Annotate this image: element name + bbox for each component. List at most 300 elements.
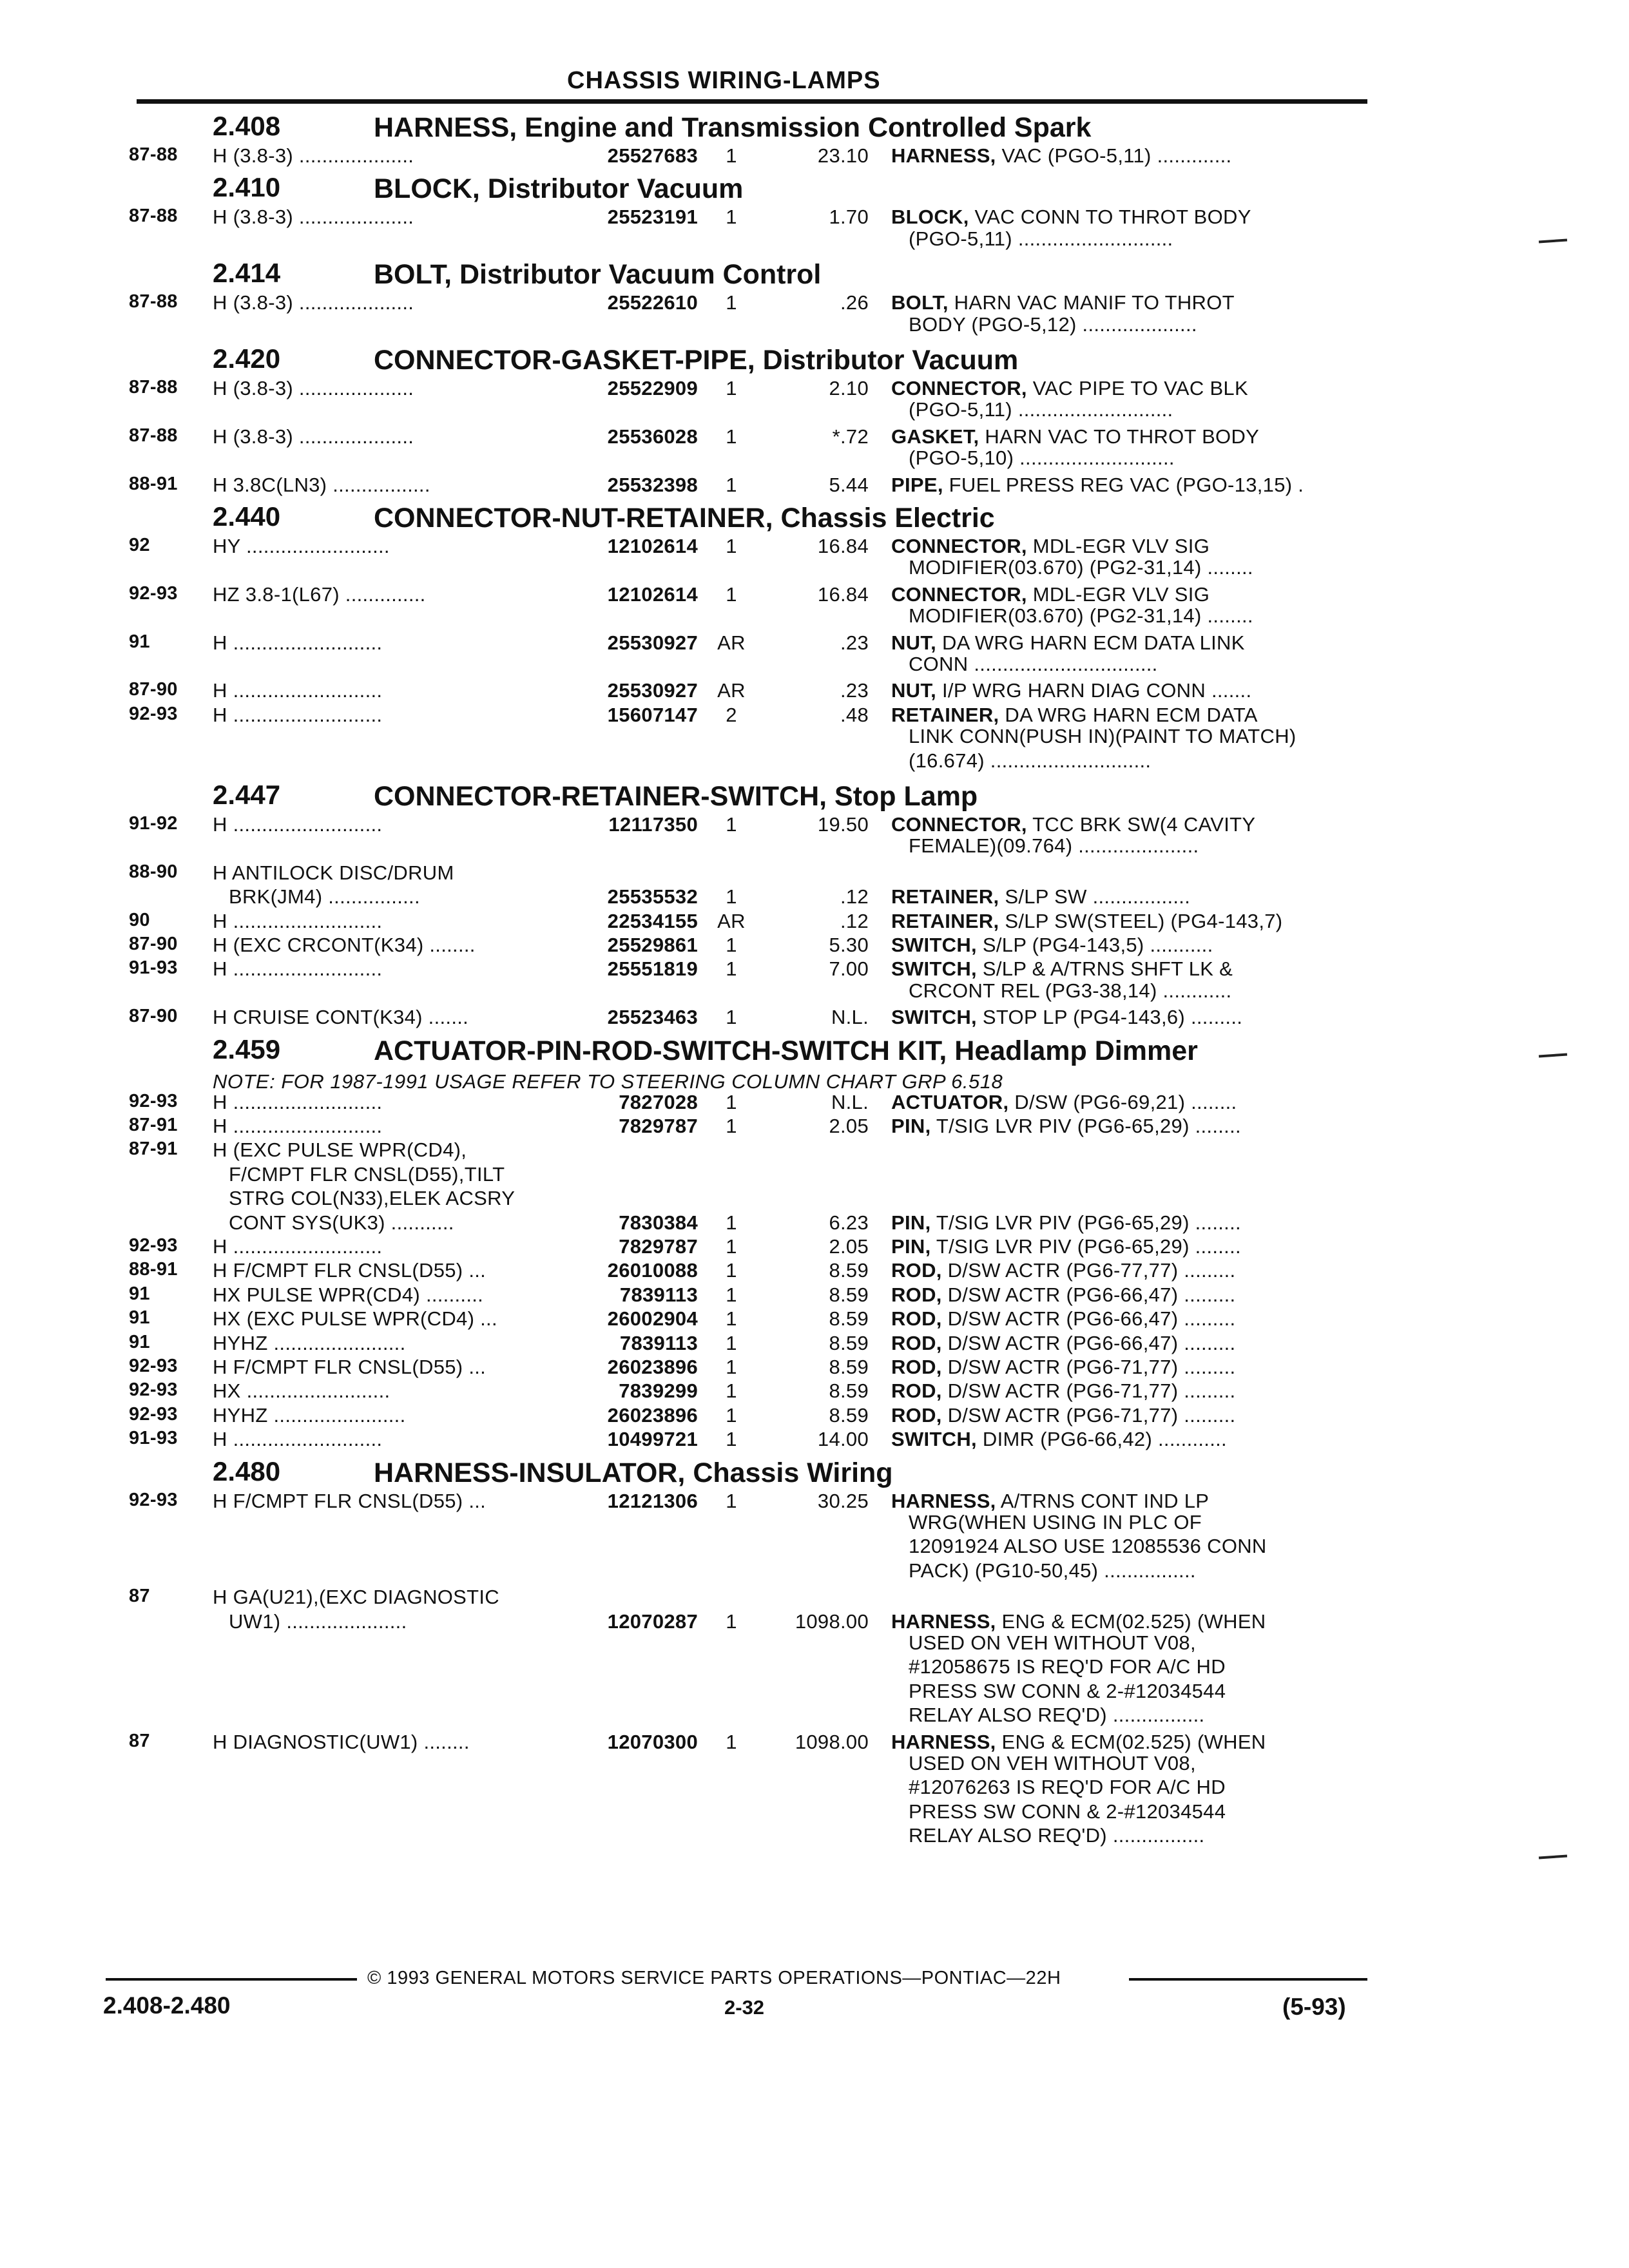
part-number: 15607147: [607, 703, 698, 726]
description-continued: #12058675 IS REQ'D FOR A/C HD: [909, 1655, 1226, 1678]
part-number: 25527683: [607, 144, 698, 167]
parts-row: [0, 934, 1629, 959]
description: SWITCH, S/LP & A/TRNS SHFT LK &: [891, 957, 1233, 981]
price: 2.05: [829, 1115, 869, 1137]
application: HY .........................: [213, 535, 390, 557]
description-noun: HARNESS,: [891, 1610, 996, 1633]
model-year: 87-90: [129, 1006, 178, 1027]
parts-row: [0, 1115, 1629, 1140]
description-noun: ROD,: [891, 1283, 942, 1306]
part-number: 25523191: [607, 206, 698, 229]
model-year: 92-93: [129, 1235, 178, 1256]
price: 7.00: [829, 957, 869, 981]
description: PIPE, FUEL PRESS REG VAC (PGO-13,15) .: [891, 473, 1304, 496]
model-year: 92-93: [129, 1489, 178, 1510]
price: 2.05: [829, 1235, 869, 1258]
page-title: CHASSIS WIRING-LAMPS: [567, 67, 881, 94]
description-continued: USED ON VEH WITHOUT V08,: [909, 1631, 1196, 1654]
parts-row: [0, 1091, 1629, 1117]
parts-row: [0, 631, 1629, 675]
description-continued: (16.674) ............................: [909, 749, 1152, 772]
description: BLOCK, VAC CONN TO THROT BODY: [891, 206, 1251, 229]
model-year: 92-93: [129, 582, 178, 604]
section-title: CONNECTOR-NUT-RETAINER, Chassis Electric: [374, 503, 995, 533]
description-noun: ROD,: [891, 1379, 942, 1403]
quantity: 1: [726, 934, 737, 956]
parts-row: [0, 1586, 1629, 1727]
description-continued: LINK CONN(PUSH IN)(PAINT TO MATCH): [909, 725, 1296, 748]
description: ROD, D/SW ACTR (PG6-71,77) .........: [891, 1356, 1236, 1378]
description-noun: BOLT,: [891, 291, 949, 314]
model-year: 91: [129, 1307, 150, 1329]
description-noun: PIN,: [891, 1235, 931, 1258]
description: NUT, I/P WRG HARN DIAG CONN .......: [891, 679, 1252, 702]
price: .26: [840, 291, 869, 314]
quantity: 1: [726, 1115, 737, 1137]
header-rule: [137, 99, 1367, 104]
application: H GA(U21),(EXC DIAGNOSTIC: [213, 1586, 499, 1609]
price: 2.10: [829, 377, 869, 399]
quantity: 1: [726, 425, 737, 448]
quantity: 1: [726, 291, 737, 314]
part-number: 12070287: [607, 1610, 698, 1633]
application: H ..........................: [213, 1428, 383, 1451]
section-title: CONNECTOR-GASKET-PIPE, Distributor Vacuum: [374, 345, 1019, 376]
description-continued: 12091924 ALSO USE 12085536 CONN: [909, 1535, 1267, 1558]
description-continued: (PGO-5,11) ...........................: [909, 398, 1173, 421]
model-year: 87-88: [129, 425, 178, 446]
section-number: 2.414: [213, 258, 281, 289]
quantity: 1: [726, 1283, 737, 1306]
description: CONNECTOR, TCC BRK SW(4 CAVITY: [891, 813, 1256, 836]
part-number: 25536028: [607, 425, 698, 448]
description-noun: ROD,: [891, 1307, 942, 1331]
section-title: ACTUATOR-PIN-ROD-SWITCH-SWITCH KIT, Headlamp Dimmer: [374, 1035, 1198, 1066]
description-noun: ROD,: [891, 1331, 942, 1354]
description: SWITCH, DIMR (PG6-66,42) ............: [891, 1428, 1227, 1451]
model-year: 91-92: [129, 813, 178, 834]
part-number: 26023896: [607, 1403, 698, 1427]
price: 1.70: [829, 206, 869, 229]
description-continued: RELAY ALSO REQ'D) ................: [909, 1704, 1205, 1727]
parts-row: [0, 425, 1629, 470]
price: 5.44: [829, 473, 869, 496]
description-noun: ROD,: [891, 1259, 942, 1282]
price: 1098.00: [795, 1610, 869, 1633]
application: H F/CMPT FLR CNSL(D55) ...: [213, 1489, 487, 1512]
quantity: 1: [726, 885, 737, 908]
application: HX .........................: [213, 1379, 390, 1403]
description-noun: RETAINER,: [891, 909, 999, 932]
price: 8.59: [829, 1403, 869, 1427]
description: PIN, T/SIG LVR PIV (PG6-65,29) ........: [891, 1115, 1241, 1137]
application: HX PULSE WPR(CD4) ..........: [213, 1283, 484, 1306]
footer-copyright: © 1993 GENERAL MOTORS SERVICE PARTS OPERATIONS—PONTIAC—22H: [367, 1968, 1061, 1988]
price: 16.84: [817, 582, 869, 606]
footer-section-range: 2.408-2.480: [103, 1992, 231, 2019]
description-continued: RELAY ALSO REQ'D) ................: [909, 1824, 1205, 1847]
footer-rule-right: [1129, 1978, 1367, 1981]
section-note: NOTE: FOR 1987-1991 USAGE REFER TO STEERING COLUMN CHART GRP 6.518: [213, 1070, 1003, 1093]
description: CONNECTOR, VAC PIPE TO VAC BLK: [891, 377, 1248, 399]
model-year: 91: [129, 1283, 150, 1304]
model-year: 92-93: [129, 1356, 178, 1376]
application: H ..........................: [213, 1115, 383, 1137]
part-number: 25532398: [607, 473, 698, 496]
quantity: 1: [726, 957, 737, 981]
description: RETAINER, S/LP SW(STEEL) (PG4-143,7): [891, 909, 1283, 932]
description-continued: PRESS SW CONN & 2-#12034544: [909, 1800, 1226, 1823]
price: 6.23: [829, 1211, 869, 1234]
description: SWITCH, STOP LP (PG4-143,6) .........: [891, 1006, 1243, 1029]
model-year: 91-93: [129, 1428, 178, 1449]
description: PIN, T/SIG LVR PIV (PG6-65,29) ........: [891, 1211, 1241, 1234]
model-year: 91-93: [129, 957, 178, 979]
parts-row: [0, 1356, 1629, 1381]
price: 8.59: [829, 1331, 869, 1354]
application: H (3.8-3) ....................: [213, 144, 414, 167]
application: H (EXC CRCONT(K34) ........: [213, 934, 476, 956]
part-number: 12121306: [607, 1489, 698, 1512]
description-noun: CONNECTOR,: [891, 582, 1027, 606]
price: .23: [840, 679, 869, 702]
parts-row: [0, 910, 1629, 936]
section-title: BOLT, Distributor Vacuum Control: [374, 259, 822, 291]
description: GASKET, HARN VAC TO THROT BODY: [891, 425, 1260, 448]
part-number: 26010088: [607, 1259, 698, 1282]
parts-row: [0, 1379, 1629, 1405]
price: 5.30: [829, 934, 869, 956]
quantity: 1: [726, 1403, 737, 1427]
parts-row: [0, 1332, 1629, 1358]
quantity: 1: [726, 1259, 737, 1282]
application: H ..........................: [213, 909, 383, 932]
parts-row: [0, 535, 1629, 579]
part-number: 7839299: [619, 1379, 698, 1403]
part-number: 12102614: [607, 582, 698, 606]
description-noun: HARNESS,: [891, 144, 996, 167]
part-number: 12070300: [607, 1730, 698, 1753]
parts-row: [0, 1235, 1629, 1261]
part-number: 25523463: [607, 1006, 698, 1029]
application: HX (EXC PULSE WPR(CD4) ...: [213, 1307, 497, 1331]
description-noun: SWITCH,: [891, 1006, 977, 1029]
description-noun: HARNESS,: [891, 1730, 996, 1753]
part-number: 25522909: [607, 377, 698, 399]
description-continued: PACK) (PG10-50,45) ................: [909, 1559, 1196, 1582]
parts-row: [0, 1730, 1629, 1847]
parts-row: [0, 1428, 1629, 1454]
quantity: 1: [726, 206, 737, 229]
parts-row: [0, 813, 1629, 858]
parts-row: [0, 291, 1629, 336]
description-noun: CONNECTOR,: [891, 377, 1027, 399]
description-noun: BLOCK,: [891, 206, 969, 229]
price: 19.50: [817, 813, 869, 836]
application: HZ 3.8-1(L67) ..............: [213, 582, 426, 606]
section-number: 2.408: [213, 111, 281, 141]
application: H ANTILOCK DISC/DRUM: [213, 861, 454, 884]
description: ROD, D/SW ACTR (PG6-71,77) .........: [891, 1379, 1236, 1403]
description: CONNECTOR, MDL-EGR VLV SIG: [891, 535, 1210, 557]
price: 8.59: [829, 1379, 869, 1403]
application-continued: UW1) .....................: [229, 1610, 407, 1633]
section-title: HARNESS-INSULATOR, Chassis Wiring: [374, 1457, 893, 1488]
application: H ..........................: [213, 631, 383, 654]
application: H (3.8-3) ....................: [213, 206, 414, 229]
part-number: 12102614: [607, 535, 698, 557]
description-noun: SWITCH,: [891, 957, 977, 981]
application: HYHZ .......................: [213, 1331, 406, 1354]
price: 8.59: [829, 1356, 869, 1378]
description-continued: MODIFIER(03.670) (PG2-31,14) ........: [909, 556, 1253, 579]
part-number: 25551819: [607, 957, 698, 981]
description-noun: ROD,: [891, 1356, 942, 1378]
footer-page-number: 2-32: [724, 1996, 765, 2019]
description-noun: NUT,: [891, 679, 937, 702]
application: H ..........................: [213, 957, 383, 981]
model-year: 92-93: [129, 1403, 178, 1425]
description-continued: WRG(WHEN USING IN PLC OF: [909, 1510, 1202, 1533]
price: *.72: [832, 425, 869, 448]
part-number: 25522610: [607, 291, 698, 314]
model-year: 88-90: [129, 861, 178, 882]
parts-row: [0, 703, 1629, 772]
description: NUT, DA WRG HARN ECM DATA LINK: [891, 631, 1245, 654]
model-year: 87-88: [129, 377, 178, 398]
margin-mark: [1539, 1053, 1567, 1057]
quantity: 1: [726, 813, 737, 836]
description-noun: PIN,: [891, 1115, 931, 1137]
application: H F/CMPT FLR CNSL(D55) ...: [213, 1259, 487, 1282]
part-number: 25530927: [607, 679, 698, 702]
description: HARNESS, ENG & ECM(02.525) (WHEN: [891, 1610, 1266, 1633]
description-continued: CRCONT REL (PG3-38,14) ............: [909, 979, 1232, 1002]
quantity: 1: [726, 1331, 737, 1354]
section-number: 2.410: [213, 172, 281, 203]
quantity: 1: [726, 1379, 737, 1403]
part-number: 26002904: [607, 1307, 698, 1331]
price: 8.59: [829, 1259, 869, 1282]
model-year: 91: [129, 631, 150, 652]
parts-row: [0, 957, 1629, 1002]
quantity: 1: [726, 1235, 737, 1258]
part-number: 7829787: [619, 1115, 698, 1137]
quantity: 1: [726, 1356, 737, 1378]
model-year: 88-91: [129, 473, 178, 494]
description-noun: RETAINER,: [891, 703, 999, 726]
description-continued: #12076263 IS REQ'D FOR A/C HD: [909, 1776, 1226, 1799]
model-year: 92-93: [129, 703, 178, 724]
description: HARNESS, ENG & ECM(02.525) (WHEN: [891, 1730, 1266, 1753]
application: H CRUISE CONT(K34) .......: [213, 1006, 469, 1029]
model-year: 87: [129, 1586, 150, 1607]
part-number: 25529861: [607, 934, 698, 956]
price: .23: [840, 631, 869, 654]
section-number: 2.440: [213, 501, 281, 532]
parts-row: [0, 474, 1629, 499]
parts-row: [0, 377, 1629, 421]
application-continued: F/CMPT FLR CNSL(D55),TILT: [229, 1162, 505, 1186]
quantity: 1: [726, 582, 737, 606]
description-noun: HARNESS,: [891, 1489, 996, 1512]
parts-row: [0, 861, 1629, 908]
parts-row: [0, 1307, 1629, 1333]
price: .12: [840, 909, 869, 932]
section-number: 2.447: [213, 780, 281, 810]
description-continued: BODY (PGO-5,12) ....................: [909, 312, 1197, 336]
part-number: 7839113: [619, 1331, 698, 1354]
quantity: 1: [726, 1211, 737, 1234]
quantity: 1: [726, 144, 737, 167]
description: CONNECTOR, MDL-EGR VLV SIG: [891, 582, 1210, 606]
description-continued: CONN ................................: [909, 652, 1158, 675]
description-noun: SWITCH,: [891, 934, 977, 956]
application-continued: CONT SYS(UK3) ...........: [229, 1211, 454, 1234]
section-number: 2.480: [213, 1456, 281, 1486]
description-continued: MODIFIER(03.670) (PG2-31,14) ........: [909, 604, 1253, 628]
quantity: 1: [726, 1090, 737, 1113]
description-noun: PIPE,: [891, 473, 943, 496]
parts-row: [0, 679, 1629, 705]
description-noun: PIN,: [891, 1211, 931, 1234]
quantity: AR: [717, 679, 746, 702]
part-number: 25535532: [607, 885, 698, 908]
parts-row: [0, 582, 1629, 628]
description-noun: CONNECTOR,: [891, 535, 1027, 557]
application: H ..........................: [213, 703, 383, 726]
model-year: 90: [129, 909, 150, 930]
model-year: 87-88: [129, 144, 178, 165]
parts-row: [0, 206, 1629, 250]
description: ACTUATOR, D/SW (PG6-69,21) ........: [891, 1090, 1237, 1113]
quantity: 1: [726, 1428, 737, 1451]
application: H ..........................: [213, 679, 383, 702]
price: .48: [840, 703, 869, 726]
description-noun: GASKET,: [891, 425, 979, 448]
description-noun: SWITCH,: [891, 1428, 977, 1451]
quantity: 1: [726, 473, 737, 496]
model-year: 87-88: [129, 291, 178, 312]
application: H F/CMPT FLR CNSL(D55) ...: [213, 1356, 487, 1378]
description: ROD, D/SW ACTR (PG6-66,47) .........: [891, 1331, 1236, 1354]
part-number: 7839113: [619, 1283, 698, 1306]
description-continued: USED ON VEH WITHOUT V08,: [909, 1751, 1196, 1774]
application: H DIAGNOSTIC(UW1) ........: [213, 1730, 470, 1753]
section-number: 2.420: [213, 343, 281, 374]
description: ROD, D/SW ACTR (PG6-71,77) .........: [891, 1403, 1236, 1427]
parts-row: [0, 1006, 1629, 1032]
application: H (3.8-3) ....................: [213, 291, 414, 314]
application-continued: STRG COL(N33),ELEK ACSRY: [229, 1187, 516, 1210]
price: 8.59: [829, 1307, 869, 1331]
quantity: 1: [726, 377, 737, 399]
quantity: AR: [717, 631, 746, 654]
description-continued: (PGO-5,11) ...........................: [909, 227, 1173, 250]
price: 16.84: [817, 535, 869, 557]
quantity: 1: [726, 1489, 737, 1512]
part-number: 7830384: [619, 1211, 698, 1234]
price: 30.25: [817, 1489, 869, 1512]
section-title: BLOCK, Distributor Vacuum: [374, 173, 744, 205]
parts-row: [0, 144, 1629, 170]
application: H (3.8-3) ....................: [213, 377, 414, 399]
quantity: 1: [726, 1006, 737, 1029]
model-year: 92: [129, 535, 150, 555]
quantity: 1: [726, 535, 737, 557]
description-noun: ROD,: [891, 1403, 942, 1427]
description: HARNESS, VAC (PGO-5,11) .............: [891, 144, 1232, 167]
footer-rule-left: [106, 1978, 357, 1981]
part-number: 25530927: [607, 631, 698, 654]
model-year: 87: [129, 1730, 150, 1751]
model-year: 87-91: [129, 1139, 178, 1160]
description-noun: NUT,: [891, 631, 937, 654]
price: 8.59: [829, 1283, 869, 1306]
parts-row: [0, 1259, 1629, 1285]
model-year: 87-90: [129, 679, 178, 700]
description: HARNESS, A/TRNS CONT IND LP: [891, 1489, 1210, 1512]
section-title: CONNECTOR-RETAINER-SWITCH, Stop Lamp: [374, 781, 978, 812]
price: N.L.: [831, 1090, 869, 1113]
description-continued: PRESS SW CONN & 2-#12034544: [909, 1679, 1226, 1702]
quantity: 1: [726, 1610, 737, 1633]
application: H ..........................: [213, 1090, 383, 1113]
price: N.L.: [831, 1006, 869, 1029]
part-number: 7827028: [619, 1090, 698, 1113]
description: RETAINER, DA WRG HARN ECM DATA: [891, 703, 1258, 726]
description-continued: (PGO-5,10) ...........................: [909, 447, 1175, 470]
price: 14.00: [817, 1428, 869, 1451]
description: ROD, D/SW ACTR (PG6-66,47) .........: [891, 1283, 1236, 1306]
model-year: 87-90: [129, 934, 178, 954]
section-number: 2.459: [213, 1033, 281, 1064]
margin-mark: [1539, 238, 1567, 243]
price: 23.10: [817, 144, 869, 167]
application-continued: BRK(JM4) ................: [229, 885, 420, 908]
model-year: 92-93: [129, 1379, 178, 1401]
description-noun: RETAINER,: [891, 885, 999, 908]
part-number: 12117350: [608, 813, 698, 836]
parts-row: [0, 1283, 1629, 1309]
model-year: 91: [129, 1331, 150, 1352]
part-number: 7829787: [619, 1235, 698, 1258]
price: .12: [840, 885, 869, 908]
margin-mark: [1539, 1854, 1567, 1859]
description: RETAINER, S/LP SW .................: [891, 885, 1191, 908]
application: H 3.8C(LN3) .................: [213, 473, 430, 496]
quantity: AR: [717, 909, 746, 932]
section-title: HARNESS, Engine and Transmission Controlled Spark: [374, 112, 1092, 143]
application: HYHZ .......................: [213, 1403, 406, 1427]
footer-date: (5-93): [1282, 1994, 1346, 2020]
description-noun: ACTUATOR,: [891, 1090, 1009, 1113]
description: BOLT, HARN VAC MANIF TO THROT: [891, 291, 1235, 314]
application: H ..........................: [213, 1235, 383, 1258]
description: ROD, D/SW ACTR (PG6-66,47) .........: [891, 1307, 1236, 1331]
parts-row: [0, 1404, 1629, 1430]
part-number: 10499721: [607, 1428, 698, 1451]
price: 1098.00: [795, 1730, 869, 1753]
description: SWITCH, S/LP (PG4-143,5) ...........: [891, 934, 1213, 956]
description-continued: FEMALE)(09.764) .....................: [909, 834, 1199, 858]
application: H (EXC PULSE WPR(CD4),: [213, 1139, 467, 1162]
application: H ..........................: [213, 813, 383, 836]
quantity: 1: [726, 1730, 737, 1753]
part-number: 22534155: [607, 909, 698, 932]
parts-row: [0, 1139, 1629, 1234]
model-year: 87-88: [129, 206, 178, 227]
